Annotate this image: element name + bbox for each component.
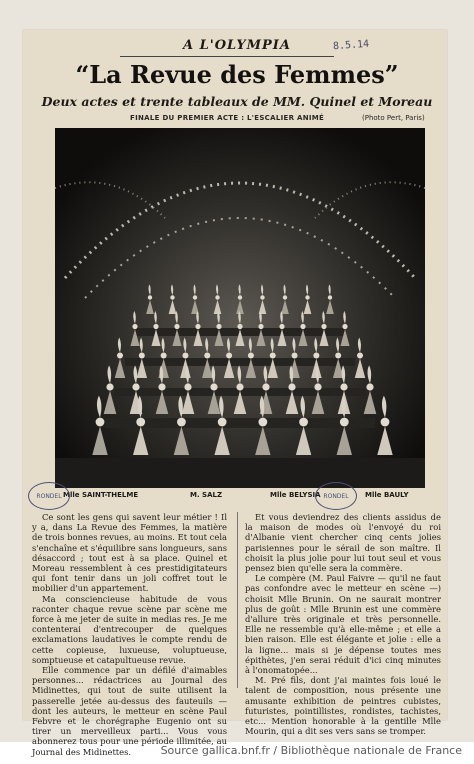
performer-head — [136, 418, 145, 427]
source-footer: Source gallica.bnf.fr / Bibliothèque nationale de France — [160, 744, 462, 757]
headline: “La Revue des Femmes” — [75, 60, 399, 89]
performer-head — [260, 295, 264, 299]
paragraph: Elle commence par un défilé d'aimables personnes... rédactrices au Journal des Midinettes, qui tout de suite utilisent la passerelle jetée au-dessus des fauteuils — dont les auteurs, le metteur en scène Paul Febvre et le chorégraphe Eugenio ont su tirer un merveilleux parti... Vous vous abonnerez tous pour une période illimitée, au Journal des Midinettes. — [32, 665, 227, 757]
performer-head — [258, 324, 263, 329]
performer-head — [193, 295, 197, 299]
performer-head — [258, 418, 267, 427]
performer-head — [305, 295, 309, 299]
performer-head — [321, 324, 326, 329]
handwritten-date: 8.5.14 — [332, 38, 370, 53]
performer-head — [226, 353, 232, 359]
paragraph: Et vous deviendrez des clients assidus de la maison de modes où l'envoyé du roi d'Albanie vient chercher cinq cents jolies parisiennes pour le sérail de son maître. Il choisit la plus jolie pour lui tout seul et vous pensez bien qu'elle sera la commère. — [245, 512, 441, 574]
kicker: A L'OLYMPIA — [183, 38, 291, 53]
photo-credit: (Photo Pert, Paris) — [362, 114, 425, 122]
name-label: Mlle SAINT-THELME — [63, 491, 139, 499]
performer-head — [215, 295, 219, 299]
article-right-column — [245, 512, 441, 736]
paragraph: Ce sont les gens qui savent leur métier ! Il y a, dans La Revue des Femmes, la matière de trois bonnes revues, au moins. Et tout cela s'enchaîne et s'équilibre sans longueurs, sans désaccord ; tout est à sa place. Quinel et Moreau ressemblent à ces prestidigitateurs qui font tenir dans un joli coffret tout le mobilier d'un appartement. — [32, 512, 227, 594]
performer-head — [218, 418, 227, 427]
performer-head — [357, 353, 363, 359]
performer-head — [161, 353, 167, 359]
performer-head — [279, 324, 284, 329]
performer-head — [299, 418, 308, 427]
paragraph: M. Pré fils, dont j'ai maintes fois loué le talent de composition, nous présente une amusante exhibition de peintres cubistes, futuristes, pointillistes, rondistes, tachistes, etc... Mention honorable à la gentille Mlle Mourin, qui a dit ses vers sans se tromper. — [245, 675, 441, 737]
subhead: Deux actes et trente tableaux de MM. Quinel et Moreau — [41, 94, 433, 109]
performer-head — [117, 353, 123, 359]
performer-head — [340, 383, 347, 390]
performer-head — [262, 383, 269, 390]
performer-head — [195, 324, 200, 329]
performer-head — [270, 353, 276, 359]
performer-head — [184, 383, 191, 390]
paragraph: Ma consciencieuse habitude de vous raconter chaque revue scène par scène me force à me jeter de suite in medias res. Je me contenterai d'entrecouper de quelques exclamations laudatives le compte rendu de cette copieuse, luxueuse, voluptueuse, somptueuse et catapultueuse revue. — [32, 593, 227, 665]
stage-photo — [55, 128, 425, 488]
performer-head — [288, 383, 295, 390]
performer-head — [204, 353, 210, 359]
library-stamp-left: RONDEL — [28, 482, 70, 510]
performer-head — [237, 324, 242, 329]
performer-head — [210, 383, 217, 390]
column-rule — [237, 512, 238, 688]
performer-head — [313, 353, 319, 359]
photo-caption: FINALE DU PREMIER ACTE : L'ESCALIER ANIMÉ — [130, 114, 325, 122]
performer-head — [366, 383, 373, 390]
performer-head — [170, 295, 174, 299]
performer-head — [300, 324, 305, 329]
performer-head — [132, 383, 139, 390]
performer-head — [216, 324, 221, 329]
performer-head — [139, 353, 145, 359]
performer-head — [248, 353, 254, 359]
performer-head — [381, 418, 390, 427]
performer-head — [328, 295, 332, 299]
performer-head — [182, 353, 188, 359]
stage-photo-image — [55, 128, 425, 488]
performer-head — [314, 383, 321, 390]
performer-head — [132, 324, 137, 329]
performer-head — [236, 383, 243, 390]
article-left-column — [32, 512, 227, 757]
performer-head — [335, 353, 341, 359]
performer-head — [238, 295, 242, 299]
performer-head — [158, 383, 165, 390]
performer-head — [292, 353, 298, 359]
library-stamp-right: RONDEL — [315, 482, 357, 510]
performer-head — [174, 324, 179, 329]
name-label: Mlle BELYSIA — [270, 491, 321, 499]
photo-names — [55, 490, 425, 502]
performer-head — [342, 324, 347, 329]
performer-head — [340, 418, 349, 427]
performer-head — [283, 295, 287, 299]
performer-head — [148, 295, 152, 299]
performer-head — [106, 383, 113, 390]
performer-head — [96, 418, 105, 427]
kicker-rule — [120, 56, 334, 57]
performer-head — [177, 418, 186, 427]
name-label: Mlle BAULY — [365, 491, 409, 499]
performer-head — [153, 324, 158, 329]
name-label: M. SALZ — [190, 491, 223, 499]
paragraph: Le compère (M. Paul Faivre — qu'il ne faut pas confondre avec le metteur en scène —) choisit Mlle Brunin. On ne saurait montrer plus de goût : Mlle Brunin est une commère d'allure très originale et très personnelle. Elle ne ressemble qu'à elle-même ; et elle a bien raison. Elle est élégante et jolie : elle a la ligne... mais si je dépense toutes mes épithètes, j'en serai réduit d'ici cinq minutes à l'onomatopée... — [245, 573, 441, 676]
